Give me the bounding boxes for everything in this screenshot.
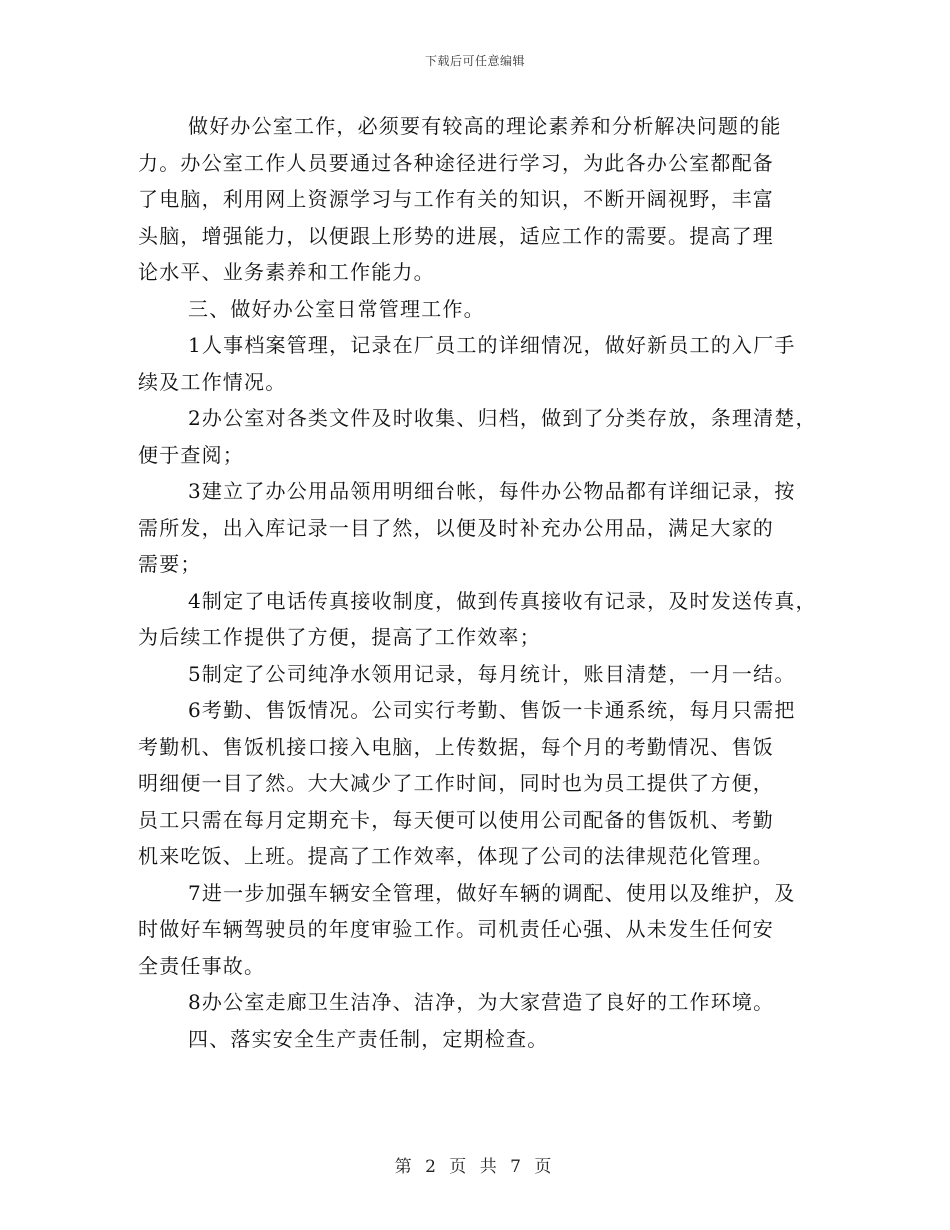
page-footer: 第 2 页 共 7 页	[394, 1157, 556, 1177]
text-line: 头脑，增强能力，以便跟上形势的进展，适应工作的需要。提高了理	[138, 223, 774, 248]
text-line: 6考勤、售饭情况。公司实行考勤、售饭一卡通系统，每月只需把	[188, 698, 796, 722]
text-line: 续及工作情况。	[138, 369, 287, 394]
text-line: 便于查阅；	[138, 442, 244, 467]
text-line: 考勤机、售饭机接口接入电脑，上传数据，每个月的考勤情况、售饭	[138, 734, 774, 759]
text-line: 力。办公室工作人员要通过各种途径进行学习，为此各办公室都配备	[138, 150, 774, 175]
text-line: 8办公室走廊卫生洁净、洁净，为大家营造了良好的工作环境。	[188, 990, 775, 1014]
text-line: 做好办公室工作，必须要有较高的理论素养和分析解决问题的能	[188, 114, 782, 138]
text-line: 1人事档案管理，记录在厂员工的详细情况，做好新员工的入厂手	[188, 333, 796, 357]
text-line: 全责任事故。	[138, 953, 266, 978]
text-line: 需要；	[138, 552, 202, 576]
document-body	[138, 108, 818, 1057]
page-header: 下载后可任意编辑	[424, 54, 525, 68]
text-line: 明细便一目了然。大大减少了工作时间，同时也为员工提供了方便，	[138, 771, 774, 795]
section-heading: 四、落实安全生产责任制，定期检查。	[188, 1026, 549, 1051]
text-line: 5制定了公司纯净水领用记录，每月统计，账目清楚，一月一结。	[188, 661, 796, 686]
text-line: 论水平、业务素养和工作能力。	[138, 260, 435, 284]
text-line: 需所发，出入库记录一目了然，以便及时补充办公用品，满足大家的	[138, 515, 774, 540]
section-heading: 三、做好办公室日常管理工作。	[188, 296, 485, 321]
text-line: 2办公室对各类文件及时收集、归档，做到了分类存放，条理清楚，	[188, 406, 817, 430]
text-line: 4制定了电话传真接收制度，做到传真接收有记录，及时发送传真，	[188, 588, 817, 613]
text-line: 为后续工作提供了方便，提高了工作效率；	[138, 625, 541, 649]
text-line: 3建立了办公用品领用明细台帐，每件办公物品都有详细记录，按	[188, 479, 796, 503]
text-line: 7进一步加强车辆安全管理，做好车辆的调配、使用以及维护，及	[188, 880, 796, 905]
text-line: 时做好车辆驾驶员的年度审验工作。司机责任心强、从未发生任何安	[138, 917, 774, 941]
text-line: 机来吃饭、上班。提高了工作效率，体现了公司的法律规范化管理。	[138, 844, 774, 868]
text-line: 了电脑，利用网上资源学习与工作有关的知识，不断开阔视野，丰富	[138, 187, 774, 211]
text-line: 员工只需在每月定期充卡，每天便可以使用公司配备的售饭机、考勤	[138, 807, 774, 832]
